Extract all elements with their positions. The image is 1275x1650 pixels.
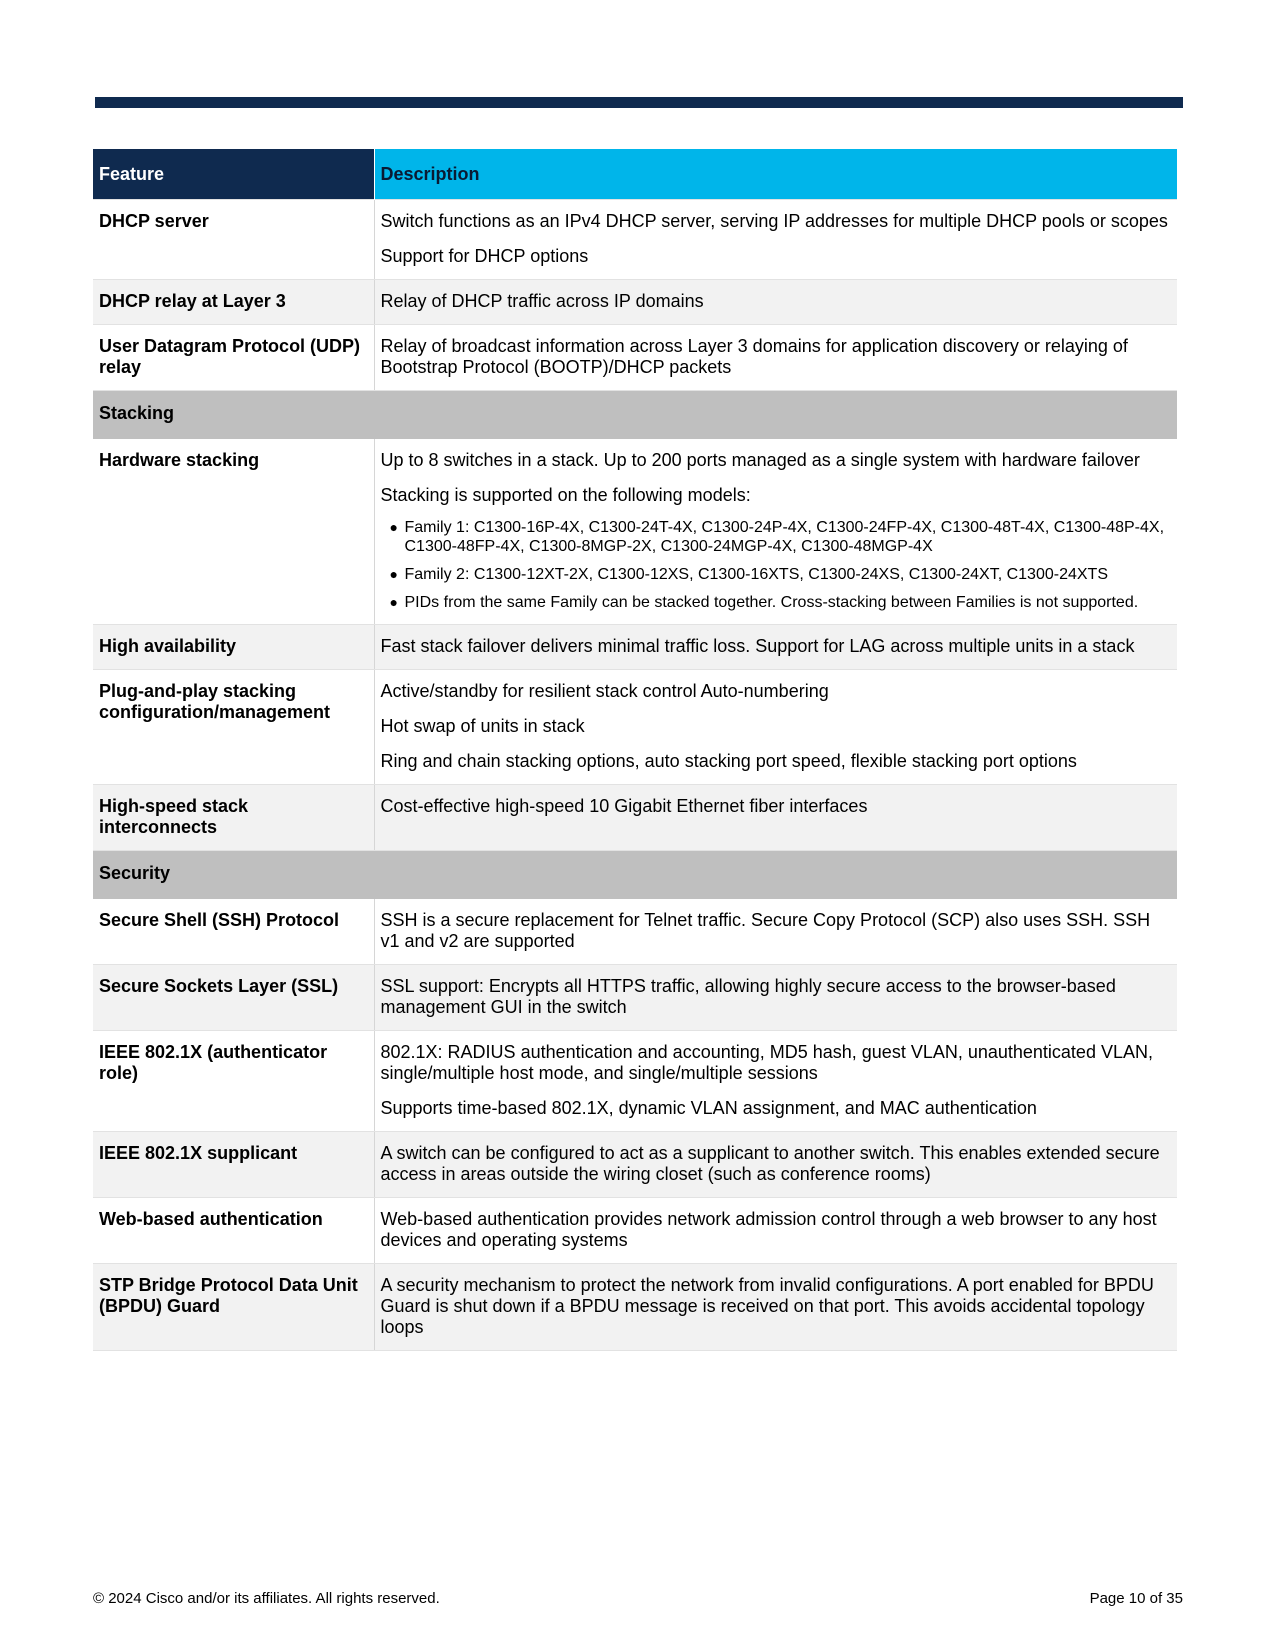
description-cell <box>374 280 1177 325</box>
section-row-security <box>93 851 1177 899</box>
list-item: ● Family 1: C1300-16P-4X, C1300-24T-4X, C1300-24P-4X, C1300-24FP-4X, C1300-48T-4X, C1300-48P-4X, C1300-48FP-4X, C1300-8MGP-2X, C1300-24MGP-4X, C1300-48MGP-4X <box>389 519 1165 555</box>
section-row-stacking <box>93 391 1177 439</box>
table-row <box>93 625 1177 670</box>
description-text: A security mechanism to protect the network from invalid configurations. A port enabled for BPDU Guard is shut down if a BPDU message is received on that port. This avoids accidental topology loops <box>380 1275 1154 1337</box>
description-text: SSL support: Encrypts all HTTPS traffic, allowing highly secure access to the browser-based management GUI in the switch <box>380 976 1116 1017</box>
list-item: ● Family 2: C1300-12XT-2X, C1300-12XS, C1300-16XTS, C1300-24XS, C1300-24XT, C1300-24XTS <box>389 566 1108 583</box>
description-text: Supports time-based 802.1X, dynamic VLAN assignment, and MAC authentication <box>380 1098 1037 1118</box>
section-title: Stacking <box>93 391 1177 439</box>
description-text: Web-based authentication provides network admission control through a web browser to any host devices and operating systems <box>380 1209 1157 1250</box>
description-text: Cost-effective high-speed 10 Gigabit Ethernet fiber interfaces <box>380 796 868 816</box>
feature-cell: Secure Sockets Layer (SSL) <box>93 965 374 1031</box>
description-text: SSH is a secure replacement for Telnet traffic. Secure Copy Protocol (SCP) also uses SSH. SSH v1 and v2 are supported <box>380 910 1151 951</box>
table-row <box>93 670 1177 785</box>
table-row <box>93 965 1177 1031</box>
description-text: Up to 8 switches in a stack. Up to 200 ports managed as a single system with hardware failover <box>380 450 1140 470</box>
description-cell <box>374 325 1177 391</box>
description-text: Stacking is supported on the following models: <box>380 485 751 505</box>
page-number: Page 10 of 35 <box>1089 1590 1183 1607</box>
description-cell <box>374 1264 1177 1351</box>
description-cell <box>374 439 1177 625</box>
feature-cell: Plug-and-play stacking configuration/management <box>93 670 374 785</box>
feature-cell: DHCP server <box>93 200 374 280</box>
table-row <box>93 280 1177 325</box>
description-cell <box>374 670 1177 785</box>
description-text: Support for DHCP options <box>380 246 589 266</box>
bullet-icon: ● <box>389 566 398 582</box>
feature-cell: IEEE 802.1X (authenticator role) <box>93 1031 374 1132</box>
description-text: A switch can be configured to act as a supplicant to another switch. This enables extended secure access in areas outside the wiring closet (such as conference rooms) <box>380 1143 1160 1184</box>
description-text: Switch functions as an IPv4 DHCP server, serving IP addresses for multiple DHCP pools or scopes <box>380 211 1168 231</box>
table-row <box>93 785 1177 851</box>
description-cell <box>374 1031 1177 1132</box>
table-row <box>93 1132 1177 1198</box>
description-cell <box>374 1132 1177 1198</box>
bullet-icon: ● <box>389 519 398 535</box>
table-row <box>93 1031 1177 1132</box>
description-text: Ring and chain stacking options, auto stacking port speed, flexible stacking port options <box>380 751 1077 771</box>
table-row <box>93 200 1177 280</box>
feature-cell: User Datagram Protocol (UDP) relay <box>93 325 374 391</box>
table-row <box>93 325 1177 391</box>
description-text: Relay of DHCP traffic across IP domains <box>380 291 704 311</box>
feature-cell: Web-based authentication <box>93 1198 374 1264</box>
description-cell <box>374 785 1177 851</box>
description-text: Hot swap of units in stack <box>380 716 585 736</box>
feature-table <box>93 149 1177 1351</box>
feature-cell: High availability <box>93 625 374 670</box>
description-cell <box>374 200 1177 280</box>
section-title: Security <box>93 851 1177 899</box>
description-text: Active/standby for resilient stack control Auto-numbering <box>380 681 829 701</box>
table-row <box>93 899 1177 965</box>
column-header-feature: Feature <box>93 149 374 200</box>
description-text: 802.1X: RADIUS authentication and accounting, MD5 hash, guest VLAN, unauthenticated VLAN, single/multiple host mode, and single/multiple sessions <box>380 1042 1153 1083</box>
feature-cell: Hardware stacking <box>93 439 374 625</box>
table-row <box>93 1264 1177 1351</box>
feature-cell: Secure Shell (SSH) Protocol <box>93 899 374 965</box>
description-cell <box>374 899 1177 965</box>
description-text: Fast stack failover delivers minimal traffic loss. Support for LAG across multiple units in a stack <box>380 636 1135 656</box>
description-text: Relay of broadcast information across Layer 3 domains for application discovery or relaying of Bootstrap Protocol (BOOTP)/DHCP packets <box>380 336 1128 377</box>
table-header-row <box>93 149 1177 200</box>
column-header-description: Description <box>374 149 1177 200</box>
model-list <box>381 518 1172 612</box>
table-row <box>93 1198 1177 1264</box>
table-row <box>93 439 1177 625</box>
feature-cell: DHCP relay at Layer 3 <box>93 280 374 325</box>
copyright-text: © 2024 Cisco and/or its affiliates. All rights reserved. <box>93 1590 440 1607</box>
feature-cell: IEEE 802.1X supplicant <box>93 1132 374 1198</box>
description-cell <box>374 625 1177 670</box>
feature-cell: STP Bridge Protocol Data Unit (BPDU) Guard <box>93 1264 374 1351</box>
header-bar <box>95 97 1183 108</box>
bullet-icon: ● <box>389 594 398 610</box>
description-cell <box>374 1198 1177 1264</box>
description-cell <box>374 965 1177 1031</box>
list-item: ● PIDs from the same Family can be stacked together. Cross-stacking between Families is not supported. <box>389 594 1139 611</box>
feature-cell: High-speed stack interconnects <box>93 785 374 851</box>
